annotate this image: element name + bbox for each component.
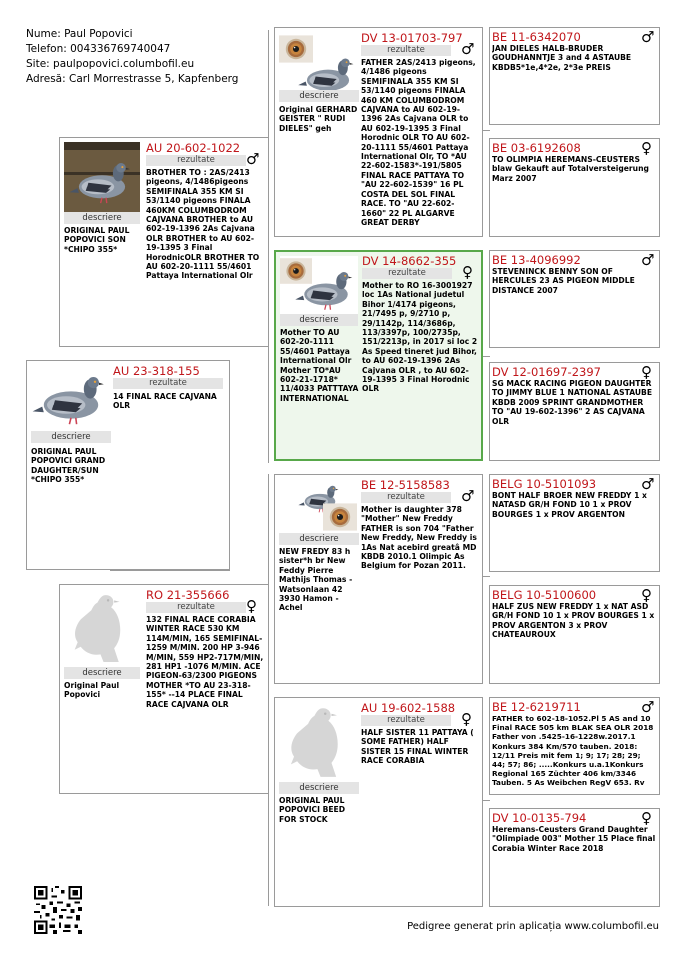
ring-number: BE 03-6192608 <box>492 141 581 155</box>
results-label[interactable]: rezultate <box>361 492 451 503</box>
owner-text: ORIGINAL PAUL POPOVICI BEED FOR STOCK <box>279 796 346 824</box>
male-icon: ♂ <box>461 487 475 505</box>
female-icon: ♀ <box>641 139 652 157</box>
pigeon-card-ggp[interactable] <box>489 362 660 461</box>
results-text: HALF SISTER 11 PATTAYA ( SOME FATHER) HALF SISTER 15 FINAL WINTER RACE CORABIA <box>361 728 474 766</box>
results-text: Heremans-Ceusters Grand Daughter "Olimpiade 003" Mother 15 Place final Corabia Winter Race 2018 <box>492 825 656 853</box>
male-icon: ♂ <box>641 698 655 716</box>
male-icon: ♂ <box>641 251 655 269</box>
pigeon-card-gm-paternal[interactable] <box>274 250 483 461</box>
pigeon-card-ggp[interactable] <box>489 250 660 348</box>
female-icon: ♀ <box>246 597 257 615</box>
results-label[interactable]: rezultate <box>361 715 451 726</box>
results-label[interactable]: rezultate <box>362 268 452 279</box>
ring-number: AU 19-602-1588 <box>361 701 456 715</box>
owner-phone: Telefon: 004336769740047 <box>26 43 171 55</box>
pigeon-card-gf-maternal[interactable] <box>274 474 483 684</box>
ring-number: DV 13-01703-797 <box>361 31 463 45</box>
results-text: STEVENINCK BENNY SON OF HERCULES 23 AS PIGEON MIDDLE DISTANCE 2007 <box>492 267 635 295</box>
results-text: 14 FINAL RACE CAJVANA OLR <box>113 392 217 411</box>
description-label[interactable]: descriere <box>64 667 140 679</box>
results-text: BONT HALF BROER NEW FREDDY 1 x NATASD GR/H FOND 10 1 x PROV BOURGES 1 x PROV ARGENTON <box>492 491 647 519</box>
pigeon-photo <box>279 479 359 531</box>
pigeon-card-ggp[interactable] <box>489 697 660 795</box>
ring-number: DV 14-8662-355 <box>362 254 457 268</box>
footer-credit: Pedigree generat prin aplicația www.columbofil.eu <box>407 921 659 932</box>
connector-line <box>110 570 230 571</box>
pigeon-card-subject[interactable] <box>26 360 230 570</box>
qr-code-icon <box>34 886 82 934</box>
ring-number: BELG 10-5100600 <box>492 588 597 602</box>
ring-number: BE 11-6342070 <box>492 30 581 44</box>
results-text: 132 FINAL RACE CORABIA WINTER RACE 530 KM 114M/MIN, 165 SEMIFINAL-1259 M/MIN. 200 HP 3-946 M/MIN, 559 HP2-717M/MIN, 281 HP1 -1076 M/MIN. ACE PIGEON-63/2300 PIGEONS MOTHER *TO AU 23-318-155* --14 PLACE FINAL RACE CAJVANA OLR <box>146 615 264 709</box>
results-text: JAN DIELES HALB-BRUDER GOUDHANNTJE 3 and 4 ASTAUBE KBDB5*1e,4*2e, 2*3e PREIS <box>492 44 632 72</box>
description-label[interactable]: descriere <box>280 314 358 326</box>
results-label[interactable]: rezultate <box>361 45 451 56</box>
results-text: FATHER 2AS/2413 pigeons, 4/1486 pigeons SEMIFINALA 355 KM SI 53/1140 pigeons FINALA 460 KM COLUMBODROM CAJVANA to AU 602-19-1396 2As Cajvana OLR to AU 602-19-1395 3 Final Horodnic OLR TO AU 602-20-1111 55/4601 Pattaya International Olr, TO *AU 22-602-1583*-191/5805 FINAL RACE PATTAYA TO "AU 22-602-1539" 16 PL COSTA DEL SOL FINAL RACE. TO "AU 22-602-1660" 22 PL ALGARVE GREAT DERBY <box>361 58 476 227</box>
owner-text: Original Paul Popovici <box>64 681 120 700</box>
male-icon: ♂ <box>461 40 475 58</box>
description-label[interactable]: descriere <box>279 533 359 545</box>
results-text: Mother is daughter 378 "Mother" New Freddy FATHER is son 704 "Father New Freddy, New Freddy is 1As Nat acebird greatâ MD KBDB 2010.1 Olimpic As Belgium for Pozan 2011. <box>361 505 477 571</box>
pigeon-card-ggp[interactable] <box>489 474 660 572</box>
owner-name: Nume: Paul Popovici <box>26 28 133 40</box>
ring-number: AU 23-318-155 <box>113 364 200 378</box>
results-text: Mother to RO 16-3001927 loc 1As National judetul Bihor 1/4174 pigeons, 21/7495 p, 9/2710 p, 29/1142p, 114/3686p, 113/3397p, 100/2735p, 151/2213p, in 2017 si loc 2 As Speed tineret jud Bihor, to AU 602-19-1396 2As Cajvana OLR , to AU 602-19-1395 3 Final Horodnic OLR <box>362 281 478 394</box>
description-label[interactable]: descriere <box>64 212 140 224</box>
owner-text: ORIGINAL PAUL POPOVICI SON *CHIPO 355* <box>64 226 130 254</box>
female-icon: ♀ <box>641 586 652 604</box>
pigeon-photo <box>280 256 358 314</box>
pigeon-card-ggp[interactable] <box>489 808 660 907</box>
results-label[interactable]: rezultate <box>146 155 246 166</box>
female-icon: ♀ <box>641 809 652 827</box>
results-text: BROTHER TO : 2AS/2413 pigeons, 4/1486pigeons SEMIFINALA 355 KM SI 53/1140 pigeons FINALA 460KM COLUMBODROM CAJVANA BROTHER to AU 602-19-1396 2As Cajvana OLR BROTHER to AU 602-19-1395 3 Final HorodnicOLR BROTHER TO AU 602-20-1111 55/4601 Pattaya International Olr <box>146 168 260 281</box>
ring-number: AU 20-602-1022 <box>146 141 241 155</box>
connector-line <box>482 356 490 357</box>
ring-number: BE 12-5158583 <box>361 478 450 492</box>
ring-number: BE 13-4096992 <box>492 253 581 267</box>
owner-text: Mother TO AU 602-20-1111 55/4601 Pattaya International Olr Mother TO*AU 602-21-1718* 11/4033 PATTTAYA INTERNATIONAL <box>280 328 359 403</box>
pigeon-card-gm-maternal[interactable] <box>274 697 483 907</box>
owner-text: NEW FREDY 83 h sister*h br New Feddy Pierre Mathijs Thomas - Watsonlaan 42 3930 Hamon - Achel <box>279 547 353 613</box>
pigeon-photo <box>64 142 140 212</box>
owner-address: Adresă: Carl Morrestrasse 5, Kapfenberg <box>26 73 239 85</box>
description-label[interactable]: descriere <box>31 431 111 443</box>
pigeon-placeholder-icon <box>64 589 140 665</box>
male-icon: ♂ <box>246 150 260 168</box>
pigeon-card-mother[interactable] <box>59 584 269 794</box>
pigeon-card-ggp[interactable] <box>489 27 660 125</box>
ring-number: DV 12-01697-2397 <box>492 365 601 379</box>
results-text: FATHER to 602-18-1052.Pl 5 AS and 10 Final RACE 505 km BLAK SEA OLR 2018 Father von .5425-16-1228w.2017.1 Konkurs 384 Km/570 tauben. 2018: 12/11 Preis mit fem 1; 9; 17; 28; 29; 44; 57; 86; .....Konkurs u.a.1Konkurs Regional 165 Züchter 406 km/3346 Tauben. 5 As Weibchen RegV 653. Rv <box>492 714 654 788</box>
pigeon-photo <box>31 365 111 429</box>
pigeon-card-ggp[interactable] <box>489 138 660 237</box>
ring-number: BE 12-6219711 <box>492 700 581 714</box>
owner-site: Site: paulpopovici.columbofil.eu <box>26 58 195 70</box>
male-icon: ♂ <box>641 28 655 46</box>
ring-number: RO 21-355666 <box>146 588 230 602</box>
connector-line <box>482 130 490 131</box>
pigeon-card-father[interactable] <box>59 137 269 347</box>
description-label[interactable]: descriere <box>279 90 359 102</box>
results-text: SG MACK RACING PIGEON DAUGHTER TO JIMMY BLUE 1 NATIONAL ASTAUBE KBDB 2009 SPRINT GRANDMOTHER TO "AU 19-602-1396" 2 AS CAJVANA OLR <box>492 379 653 426</box>
female-icon: ♀ <box>641 363 652 381</box>
results-text: HALF ZUS NEW FREDDY 1 x NAT ASD GR/H FOND 10 1 x PROV BOURGES 1 x PROV ARGENTON 3 x PROV CHATEAUROUX <box>492 602 655 640</box>
pigeon-card-ggp[interactable] <box>489 585 660 684</box>
owner-text: Original GERHARD GEISTER " RUDI DIELES" geh <box>279 105 358 133</box>
ring-number: DV 10-0135-794 <box>492 811 587 825</box>
results-label[interactable]: rezultate <box>113 378 223 389</box>
female-icon: ♀ <box>462 263 473 281</box>
ring-number: BELG 10-5101093 <box>492 477 597 491</box>
results-text: TO OLIMPIA HEREMANS-CEUSTERS blaw Gekauft auf Totalversteigerung Marz 2007 <box>492 155 649 183</box>
owner-info <box>26 27 238 87</box>
owner-text: ORIGINAL PAUL POPOVICI GRAND DAUGHTER/SUN *CHIPO 355* <box>31 447 106 485</box>
connector-line <box>482 576 490 577</box>
connector-line <box>482 800 490 801</box>
female-icon: ♀ <box>461 710 472 728</box>
male-icon: ♂ <box>641 475 655 493</box>
pigeon-placeholder-icon <box>279 702 359 780</box>
results-label[interactable]: rezultate <box>146 602 246 613</box>
description-label[interactable]: descriere <box>279 782 359 794</box>
pigeon-card-gf-paternal[interactable] <box>274 27 483 237</box>
